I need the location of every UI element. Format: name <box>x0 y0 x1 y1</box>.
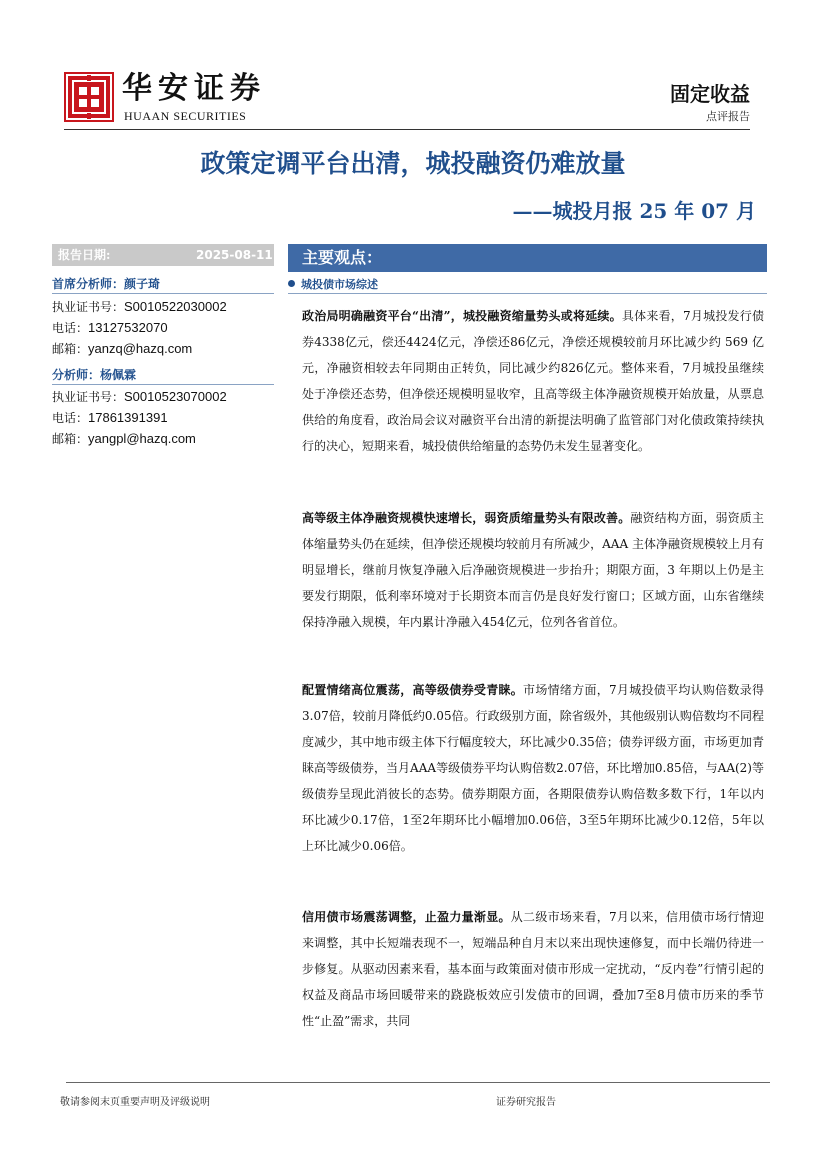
footer-divider <box>66 1082 770 1083</box>
analyst-head: 分析师：杨佩霖 <box>52 368 137 382</box>
paragraph: 高等级主体净融资规模快速增长，弱资质缩量势头有限改善。融资结构方面，弱资质主体缩量势头仍在延续，但净偿还规模均较前月有所减少，AAA 主体净融资规模较上月有明显增长，继前月恢复净融入后净融资规模进一步抬升；期限方面，3 年期以上仍是主要发行期限，低利率环境对于长期资本而言仍是良好发行窗口；区域方面，山东省继续保持净融入规模，年内累计净融入454亿元，位列各省首位。 <box>302 511 764 629</box>
logo-mark-icon <box>64 72 114 122</box>
logo-text: 华安证券 <box>122 71 266 106</box>
footer-disclaimer: 敬请参阅末页重要声明及评级说明 <box>60 1097 210 1108</box>
bullet-icon <box>288 280 295 287</box>
analyst-divider <box>52 384 274 385</box>
section-label: 固定收益 <box>670 82 750 106</box>
key-points-label: 主要观点： <box>302 248 383 267</box>
paragraph: 配置情绪高位震荡，高等级债券受青睐。市场情绪方面，7月城投债平均认购倍数录得3.07倍，较前月降低约0.05倍。行政级别方面，除省级外，其他级别认购倍数均不同程度减少，其中地市级主体下行幅度较大，环比减少0.35倍；债券评级方面，市场更加青睐高等级债券，当月AAA等级债券平均认购倍数2.07倍，环比增加0.85倍，与AA(2)等级债券呈现此消彼长的态势。债券期限方面，各期限债券认购倍数多数下行，1年以内环比减少0.17倍，1至2年期环比小幅增加0.06倍，3至5年期环比减少0.12倍，5年以上环比减少0.06倍。 <box>302 683 764 853</box>
report-subtitle: ——城投月报 25 年 07 月 <box>512 199 756 223</box>
analyst-divider <box>52 293 274 294</box>
paragraph: 信用债市场震荡调整，止盈力量渐显。从二级市场来看，7月以来，信用债市场行情迎来调整，其中长短端表现不一，短端品种自月末以来出现快速修复，而中长端仍待进一步修复。从驱动因素来看，基本面与政策面对债市形成一定扰动，“反内卷”行情引起的权益及商品市场回暖带来的跷跷板效应引发债市的回调，叠加7至8月债市历来的季节性“止盈”需求，共同 <box>302 910 764 1028</box>
header-divider <box>64 129 750 130</box>
topic-divider <box>288 293 767 294</box>
analyst-phone: 电话：17861391391 <box>52 410 168 425</box>
date-value: 2025-08-11 <box>196 248 273 262</box>
analyst-email: 邮箱：yanzq@hazq.com <box>52 341 193 356</box>
analyst-phone: 电话：13127532070 <box>52 320 168 335</box>
analyst-license: 执业证书号：S0010522030002 <box>52 299 227 314</box>
paragraph: 政治局明确融资平台“出清”，城投融资缩量势头或将延续。具体来看，7月城投发行债券4338亿元，偿还4424亿元，净偿还86亿元，净偿还规模较前月环比减少约 569 亿元，净融资相较去年同期由正转负，同比减少约826亿元。整体来看，7月城投虽继续处于净偿还态势，但净偿还规模明显收窄，且高等级主体净融资规模开始放量，从票息供给的角度看，政治局会议对融资平台出清的新提法明确了监管部门对化债政策持续执行的决心，短期来看，城投债供给缩量的态势仍未发生显著变化。 <box>302 309 765 453</box>
date-label: 报告日期: <box>58 248 111 262</box>
logo-english: HUAAN SECURITIES <box>124 109 247 123</box>
topic-heading: 城投债市场综述 <box>288 278 378 292</box>
analyst-email: 邮箱：yangpl@hazq.com <box>52 431 196 446</box>
report-title: 政策定调平台出清，城投融资仍难放量 <box>200 149 626 178</box>
report-type: 点评报告 <box>706 110 750 123</box>
analyst-head: 首席分析师：颜子琦 <box>52 277 161 291</box>
analyst-license: 执业证书号：S0010523070002 <box>52 389 227 404</box>
footer-label: 证券研究报告 <box>496 1097 556 1108</box>
